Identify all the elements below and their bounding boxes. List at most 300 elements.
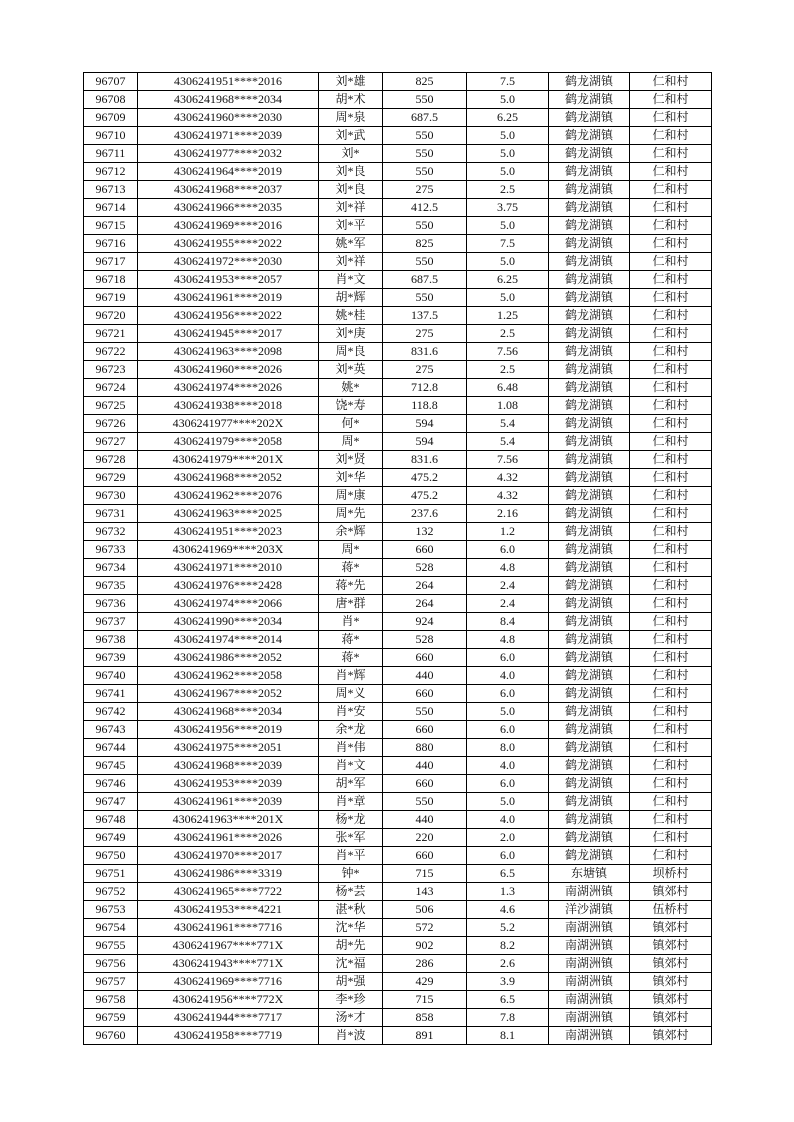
table-row bbox=[84, 559, 712, 577]
name-cell: 姚* bbox=[319, 379, 383, 397]
town-cell: 鹤龙湖镇 bbox=[549, 703, 630, 721]
quantity-cell: 2.5 bbox=[467, 361, 549, 379]
amount-cell: 550 bbox=[383, 289, 467, 307]
id-number-cell: 4306241966****2035 bbox=[138, 199, 319, 217]
table-row bbox=[84, 955, 712, 973]
amount-cell: 275 bbox=[383, 181, 467, 199]
name-cell: 何* bbox=[319, 415, 383, 433]
town-cell: 鹤龙湖镇 bbox=[549, 91, 630, 109]
town-cell: 南湖洲镇 bbox=[549, 919, 630, 937]
table-row bbox=[84, 217, 712, 235]
amount-cell: 660 bbox=[383, 847, 467, 865]
village-cell: 仁和村 bbox=[630, 649, 712, 667]
id-number-cell: 4306241960****2026 bbox=[138, 361, 319, 379]
table-row bbox=[84, 325, 712, 343]
village-cell: 仁和村 bbox=[630, 559, 712, 577]
table-row bbox=[84, 901, 712, 919]
table-row bbox=[84, 739, 712, 757]
id-number-cell: 4306241963****2025 bbox=[138, 505, 319, 523]
village-cell: 镇郊村 bbox=[630, 955, 712, 973]
name-cell: 肖*伟 bbox=[319, 739, 383, 757]
village-cell: 仁和村 bbox=[630, 145, 712, 163]
amount-cell: 286 bbox=[383, 955, 467, 973]
table-row bbox=[84, 703, 712, 721]
id-number-cell: 4306241961****2039 bbox=[138, 793, 319, 811]
id-number-cell: 4306241951****2016 bbox=[138, 73, 319, 91]
amount-cell: 264 bbox=[383, 595, 467, 613]
id-number-cell: 4306241962****2058 bbox=[138, 667, 319, 685]
amount-cell: 572 bbox=[383, 919, 467, 937]
amount-cell: 594 bbox=[383, 415, 467, 433]
record-number-cell: 96736 bbox=[84, 595, 138, 613]
amount-cell: 712.8 bbox=[383, 379, 467, 397]
record-number-cell: 96744 bbox=[84, 739, 138, 757]
town-cell: 鹤龙湖镇 bbox=[549, 127, 630, 145]
table-row bbox=[84, 775, 712, 793]
table-row bbox=[84, 937, 712, 955]
id-number-cell: 4306241943****771X bbox=[138, 955, 319, 973]
quantity-cell: 6.25 bbox=[467, 109, 549, 127]
village-cell: 仁和村 bbox=[630, 361, 712, 379]
amount-cell: 660 bbox=[383, 649, 467, 667]
town-cell: 鹤龙湖镇 bbox=[549, 253, 630, 271]
village-cell: 镇郊村 bbox=[630, 883, 712, 901]
quantity-cell: 5.0 bbox=[467, 127, 549, 145]
town-cell: 鹤龙湖镇 bbox=[549, 325, 630, 343]
id-number-cell: 4306241974****2026 bbox=[138, 379, 319, 397]
table-row bbox=[84, 505, 712, 523]
id-number-cell: 4306241968****2039 bbox=[138, 757, 319, 775]
table-row bbox=[84, 613, 712, 631]
quantity-cell: 1.08 bbox=[467, 397, 549, 415]
table-row bbox=[84, 199, 712, 217]
quantity-cell: 3.9 bbox=[467, 973, 549, 991]
amount-cell: 687.5 bbox=[383, 109, 467, 127]
quantity-cell: 2.16 bbox=[467, 505, 549, 523]
amount-cell: 143 bbox=[383, 883, 467, 901]
quantity-cell: 3.75 bbox=[467, 199, 549, 217]
name-cell: 周*良 bbox=[319, 343, 383, 361]
amount-cell: 118.8 bbox=[383, 397, 467, 415]
town-cell: 鹤龙湖镇 bbox=[549, 847, 630, 865]
amount-cell: 880 bbox=[383, 739, 467, 757]
name-cell: 蒋* bbox=[319, 631, 383, 649]
record-number-cell: 96707 bbox=[84, 73, 138, 91]
village-cell: 仁和村 bbox=[630, 487, 712, 505]
table-row bbox=[84, 883, 712, 901]
table-row bbox=[84, 523, 712, 541]
record-number-cell: 96732 bbox=[84, 523, 138, 541]
name-cell: 刘*华 bbox=[319, 469, 383, 487]
amount-cell: 440 bbox=[383, 811, 467, 829]
village-cell: 仁和村 bbox=[630, 199, 712, 217]
town-cell: 鹤龙湖镇 bbox=[549, 523, 630, 541]
village-cell: 镇郊村 bbox=[630, 991, 712, 1009]
amount-cell: 275 bbox=[383, 361, 467, 379]
village-cell: 仁和村 bbox=[630, 271, 712, 289]
table-row bbox=[84, 757, 712, 775]
village-cell: 仁和村 bbox=[630, 703, 712, 721]
record-number-cell: 96711 bbox=[84, 145, 138, 163]
village-cell: 仁和村 bbox=[630, 379, 712, 397]
village-cell: 镇郊村 bbox=[630, 1009, 712, 1027]
quantity-cell: 4.8 bbox=[467, 559, 549, 577]
quantity-cell: 2.5 bbox=[467, 325, 549, 343]
id-number-cell: 4306241990****2034 bbox=[138, 613, 319, 631]
town-cell: 鹤龙湖镇 bbox=[549, 811, 630, 829]
id-number-cell: 4306241945****2017 bbox=[138, 325, 319, 343]
quantity-cell: 8.0 bbox=[467, 739, 549, 757]
name-cell: 刘*良 bbox=[319, 163, 383, 181]
record-number-cell: 96756 bbox=[84, 955, 138, 973]
amount-cell: 831.6 bbox=[383, 451, 467, 469]
id-number-cell: 4306241964****2019 bbox=[138, 163, 319, 181]
table-row bbox=[84, 991, 712, 1009]
village-cell: 仁和村 bbox=[630, 289, 712, 307]
quantity-cell: 4.32 bbox=[467, 487, 549, 505]
quantity-cell: 7.56 bbox=[467, 451, 549, 469]
record-number-cell: 96738 bbox=[84, 631, 138, 649]
record-number-cell: 96708 bbox=[84, 91, 138, 109]
table-row bbox=[84, 361, 712, 379]
village-cell: 仁和村 bbox=[630, 433, 712, 451]
quantity-cell: 6.25 bbox=[467, 271, 549, 289]
table-row bbox=[84, 469, 712, 487]
record-number-cell: 96710 bbox=[84, 127, 138, 145]
town-cell: 鹤龙湖镇 bbox=[549, 631, 630, 649]
name-cell: 刘*武 bbox=[319, 127, 383, 145]
town-cell: 鹤龙湖镇 bbox=[549, 397, 630, 415]
village-cell: 仁和村 bbox=[630, 253, 712, 271]
town-cell: 鹤龙湖镇 bbox=[549, 775, 630, 793]
name-cell: 肖*章 bbox=[319, 793, 383, 811]
village-cell: 镇郊村 bbox=[630, 973, 712, 991]
name-cell: 唐*群 bbox=[319, 595, 383, 613]
table-row bbox=[84, 685, 712, 703]
record-number-cell: 96727 bbox=[84, 433, 138, 451]
town-cell: 鹤龙湖镇 bbox=[549, 415, 630, 433]
name-cell: 周* bbox=[319, 541, 383, 559]
name-cell: 胡*辉 bbox=[319, 289, 383, 307]
amount-cell: 891 bbox=[383, 1027, 467, 1045]
id-number-cell: 4306241944****7717 bbox=[138, 1009, 319, 1027]
id-number-cell: 4306241967****771X bbox=[138, 937, 319, 955]
amount-cell: 550 bbox=[383, 145, 467, 163]
amount-cell: 506 bbox=[383, 901, 467, 919]
id-number-cell: 4306241968****2034 bbox=[138, 91, 319, 109]
record-number-cell: 96758 bbox=[84, 991, 138, 1009]
record-number-cell: 96747 bbox=[84, 793, 138, 811]
town-cell: 南湖洲镇 bbox=[549, 991, 630, 1009]
quantity-cell: 8.2 bbox=[467, 937, 549, 955]
record-number-cell: 96742 bbox=[84, 703, 138, 721]
quantity-cell: 2.4 bbox=[467, 595, 549, 613]
town-cell: 鹤龙湖镇 bbox=[549, 289, 630, 307]
town-cell: 鹤龙湖镇 bbox=[549, 721, 630, 739]
village-cell: 仁和村 bbox=[630, 631, 712, 649]
quantity-cell: 4.6 bbox=[467, 901, 549, 919]
record-number-cell: 96733 bbox=[84, 541, 138, 559]
town-cell: 鹤龙湖镇 bbox=[549, 433, 630, 451]
town-cell: 鹤龙湖镇 bbox=[549, 829, 630, 847]
id-number-cell: 4306241969****2016 bbox=[138, 217, 319, 235]
table-body bbox=[84, 73, 712, 1045]
quantity-cell: 4.32 bbox=[467, 469, 549, 487]
town-cell: 鹤龙湖镇 bbox=[549, 379, 630, 397]
quantity-cell: 5.0 bbox=[467, 253, 549, 271]
id-number-cell: 4306241956****2019 bbox=[138, 721, 319, 739]
town-cell: 鹤龙湖镇 bbox=[549, 487, 630, 505]
name-cell: 蒋*先 bbox=[319, 577, 383, 595]
town-cell: 南湖洲镇 bbox=[549, 955, 630, 973]
table-row bbox=[84, 289, 712, 307]
quantity-cell: 5.2 bbox=[467, 919, 549, 937]
id-number-cell: 4306241961****2026 bbox=[138, 829, 319, 847]
quantity-cell: 7.5 bbox=[467, 235, 549, 253]
record-number-cell: 96743 bbox=[84, 721, 138, 739]
amount-cell: 660 bbox=[383, 775, 467, 793]
name-cell: 刘*平 bbox=[319, 217, 383, 235]
record-number-cell: 96723 bbox=[84, 361, 138, 379]
town-cell: 南湖洲镇 bbox=[549, 973, 630, 991]
name-cell: 刘*贤 bbox=[319, 451, 383, 469]
table-row bbox=[84, 235, 712, 253]
id-number-cell: 4306241953****4221 bbox=[138, 901, 319, 919]
table-row bbox=[84, 487, 712, 505]
amount-cell: 132 bbox=[383, 523, 467, 541]
record-number-cell: 96735 bbox=[84, 577, 138, 595]
quantity-cell: 5.0 bbox=[467, 145, 549, 163]
record-number-cell: 96713 bbox=[84, 181, 138, 199]
table-row bbox=[84, 595, 712, 613]
record-number-cell: 96709 bbox=[84, 109, 138, 127]
table-row bbox=[84, 973, 712, 991]
name-cell: 肖*平 bbox=[319, 847, 383, 865]
amount-cell: 660 bbox=[383, 685, 467, 703]
id-number-cell: 4306241963****201X bbox=[138, 811, 319, 829]
amount-cell: 831.6 bbox=[383, 343, 467, 361]
id-number-cell: 4306241956****772X bbox=[138, 991, 319, 1009]
amount-cell: 475.2 bbox=[383, 487, 467, 505]
town-cell: 鹤龙湖镇 bbox=[549, 343, 630, 361]
record-number-cell: 96752 bbox=[84, 883, 138, 901]
town-cell: 鹤龙湖镇 bbox=[549, 217, 630, 235]
name-cell: 刘* bbox=[319, 145, 383, 163]
town-cell: 鹤龙湖镇 bbox=[549, 505, 630, 523]
amount-cell: 237.6 bbox=[383, 505, 467, 523]
quantity-cell: 5.0 bbox=[467, 91, 549, 109]
table-row bbox=[84, 577, 712, 595]
town-cell: 鹤龙湖镇 bbox=[549, 559, 630, 577]
amount-cell: 412.5 bbox=[383, 199, 467, 217]
name-cell: 李*珍 bbox=[319, 991, 383, 1009]
village-cell: 仁和村 bbox=[630, 685, 712, 703]
id-number-cell: 4306241961****7716 bbox=[138, 919, 319, 937]
quantity-cell: 1.25 bbox=[467, 307, 549, 325]
record-number-cell: 96729 bbox=[84, 469, 138, 487]
village-cell: 仁和村 bbox=[630, 613, 712, 631]
id-number-cell: 4306241958****7719 bbox=[138, 1027, 319, 1045]
town-cell: 南湖洲镇 bbox=[549, 937, 630, 955]
quantity-cell: 2.5 bbox=[467, 181, 549, 199]
name-cell: 钟* bbox=[319, 865, 383, 883]
record-number-cell: 96746 bbox=[84, 775, 138, 793]
name-cell: 余*辉 bbox=[319, 523, 383, 541]
name-cell: 肖*文 bbox=[319, 271, 383, 289]
id-number-cell: 4306241976****2428 bbox=[138, 577, 319, 595]
village-cell: 仁和村 bbox=[630, 307, 712, 325]
table-row bbox=[84, 379, 712, 397]
amount-cell: 687.5 bbox=[383, 271, 467, 289]
quantity-cell: 6.0 bbox=[467, 541, 549, 559]
id-number-cell: 4306241969****7716 bbox=[138, 973, 319, 991]
table-row bbox=[84, 73, 712, 91]
name-cell: 汤*才 bbox=[319, 1009, 383, 1027]
record-number-cell: 96755 bbox=[84, 937, 138, 955]
quantity-cell: 5.0 bbox=[467, 703, 549, 721]
record-number-cell: 96739 bbox=[84, 649, 138, 667]
name-cell: 刘*祥 bbox=[319, 253, 383, 271]
quantity-cell: 6.0 bbox=[467, 721, 549, 739]
id-number-cell: 4306241975****2051 bbox=[138, 739, 319, 757]
table-row bbox=[84, 271, 712, 289]
name-cell: 肖* bbox=[319, 613, 383, 631]
town-cell: 鹤龙湖镇 bbox=[549, 451, 630, 469]
village-cell: 坝桥村 bbox=[630, 865, 712, 883]
table-row bbox=[84, 667, 712, 685]
table-row bbox=[84, 649, 712, 667]
amount-cell: 902 bbox=[383, 937, 467, 955]
record-number-cell: 96734 bbox=[84, 559, 138, 577]
record-number-cell: 96745 bbox=[84, 757, 138, 775]
table-row bbox=[84, 865, 712, 883]
table-row bbox=[84, 253, 712, 271]
village-cell: 仁和村 bbox=[630, 847, 712, 865]
town-cell: 鹤龙湖镇 bbox=[549, 73, 630, 91]
quantity-cell: 5.0 bbox=[467, 163, 549, 181]
town-cell: 洋沙湖镇 bbox=[549, 901, 630, 919]
name-cell: 杨*龙 bbox=[319, 811, 383, 829]
village-cell: 仁和村 bbox=[630, 577, 712, 595]
table-row bbox=[84, 343, 712, 361]
village-cell: 仁和村 bbox=[630, 811, 712, 829]
name-cell: 刘*英 bbox=[319, 361, 383, 379]
amount-cell: 594 bbox=[383, 433, 467, 451]
village-cell: 仁和村 bbox=[630, 721, 712, 739]
table-row bbox=[84, 631, 712, 649]
name-cell: 周*义 bbox=[319, 685, 383, 703]
village-cell: 镇郊村 bbox=[630, 1027, 712, 1045]
amount-cell: 715 bbox=[383, 865, 467, 883]
record-number-cell: 96728 bbox=[84, 451, 138, 469]
record-number-cell: 96760 bbox=[84, 1027, 138, 1045]
id-number-cell: 4306241971****2039 bbox=[138, 127, 319, 145]
table-row bbox=[84, 415, 712, 433]
table-row bbox=[84, 451, 712, 469]
amount-cell: 715 bbox=[383, 991, 467, 1009]
village-cell: 仁和村 bbox=[630, 127, 712, 145]
town-cell: 鹤龙湖镇 bbox=[549, 793, 630, 811]
quantity-cell: 2.6 bbox=[467, 955, 549, 973]
town-cell: 鹤龙湖镇 bbox=[549, 181, 630, 199]
village-cell: 仁和村 bbox=[630, 415, 712, 433]
quantity-cell: 5.0 bbox=[467, 217, 549, 235]
quantity-cell: 1.2 bbox=[467, 523, 549, 541]
record-number-cell: 96726 bbox=[84, 415, 138, 433]
village-cell: 仁和村 bbox=[630, 667, 712, 685]
id-number-cell: 4306241972****2030 bbox=[138, 253, 319, 271]
town-cell: 鹤龙湖镇 bbox=[549, 577, 630, 595]
name-cell: 余*龙 bbox=[319, 721, 383, 739]
id-number-cell: 4306241979****2058 bbox=[138, 433, 319, 451]
amount-cell: 924 bbox=[383, 613, 467, 631]
table-row bbox=[84, 811, 712, 829]
village-cell: 仁和村 bbox=[630, 775, 712, 793]
name-cell: 杨*芸 bbox=[319, 883, 383, 901]
town-cell: 鹤龙湖镇 bbox=[549, 469, 630, 487]
quantity-cell: 6.5 bbox=[467, 865, 549, 883]
town-cell: 鹤龙湖镇 bbox=[549, 271, 630, 289]
quantity-cell: 6.0 bbox=[467, 775, 549, 793]
town-cell: 鹤龙湖镇 bbox=[549, 199, 630, 217]
id-number-cell: 4306241956****2022 bbox=[138, 307, 319, 325]
record-number-cell: 96718 bbox=[84, 271, 138, 289]
record-number-cell: 96730 bbox=[84, 487, 138, 505]
town-cell: 鹤龙湖镇 bbox=[549, 685, 630, 703]
town-cell: 鹤龙湖镇 bbox=[549, 667, 630, 685]
record-number-cell: 96715 bbox=[84, 217, 138, 235]
name-cell: 沈*华 bbox=[319, 919, 383, 937]
id-number-cell: 4306241986****3319 bbox=[138, 865, 319, 883]
id-number-cell: 4306241968****2037 bbox=[138, 181, 319, 199]
id-number-cell: 4306241953****2057 bbox=[138, 271, 319, 289]
amount-cell: 220 bbox=[383, 829, 467, 847]
quantity-cell: 7.56 bbox=[467, 343, 549, 361]
amount-cell: 550 bbox=[383, 703, 467, 721]
name-cell: 胡*强 bbox=[319, 973, 383, 991]
town-cell: 鹤龙湖镇 bbox=[549, 595, 630, 613]
amount-cell: 858 bbox=[383, 1009, 467, 1027]
village-cell: 仁和村 bbox=[630, 451, 712, 469]
quantity-cell: 1.3 bbox=[467, 883, 549, 901]
record-number-cell: 96751 bbox=[84, 865, 138, 883]
name-cell: 周*康 bbox=[319, 487, 383, 505]
record-number-cell: 96716 bbox=[84, 235, 138, 253]
name-cell: 肖*安 bbox=[319, 703, 383, 721]
village-cell: 仁和村 bbox=[630, 397, 712, 415]
record-number-cell: 96719 bbox=[84, 289, 138, 307]
village-cell: 仁和村 bbox=[630, 505, 712, 523]
town-cell: 南湖洲镇 bbox=[549, 1009, 630, 1027]
table-row bbox=[84, 397, 712, 415]
amount-cell: 528 bbox=[383, 559, 467, 577]
quantity-cell: 7.5 bbox=[467, 73, 549, 91]
town-cell: 鹤龙湖镇 bbox=[549, 235, 630, 253]
amount-cell: 275 bbox=[383, 325, 467, 343]
quantity-cell: 4.0 bbox=[467, 757, 549, 775]
quantity-cell: 5.4 bbox=[467, 433, 549, 451]
name-cell: 姚*桂 bbox=[319, 307, 383, 325]
amount-cell: 429 bbox=[383, 973, 467, 991]
village-cell: 仁和村 bbox=[630, 739, 712, 757]
name-cell: 饶*寿 bbox=[319, 397, 383, 415]
id-number-cell: 4306241951****2023 bbox=[138, 523, 319, 541]
village-cell: 仁和村 bbox=[630, 91, 712, 109]
record-number-cell: 96748 bbox=[84, 811, 138, 829]
id-number-cell: 4306241963****2098 bbox=[138, 343, 319, 361]
name-cell: 刘*庚 bbox=[319, 325, 383, 343]
quantity-cell: 8.4 bbox=[467, 613, 549, 631]
